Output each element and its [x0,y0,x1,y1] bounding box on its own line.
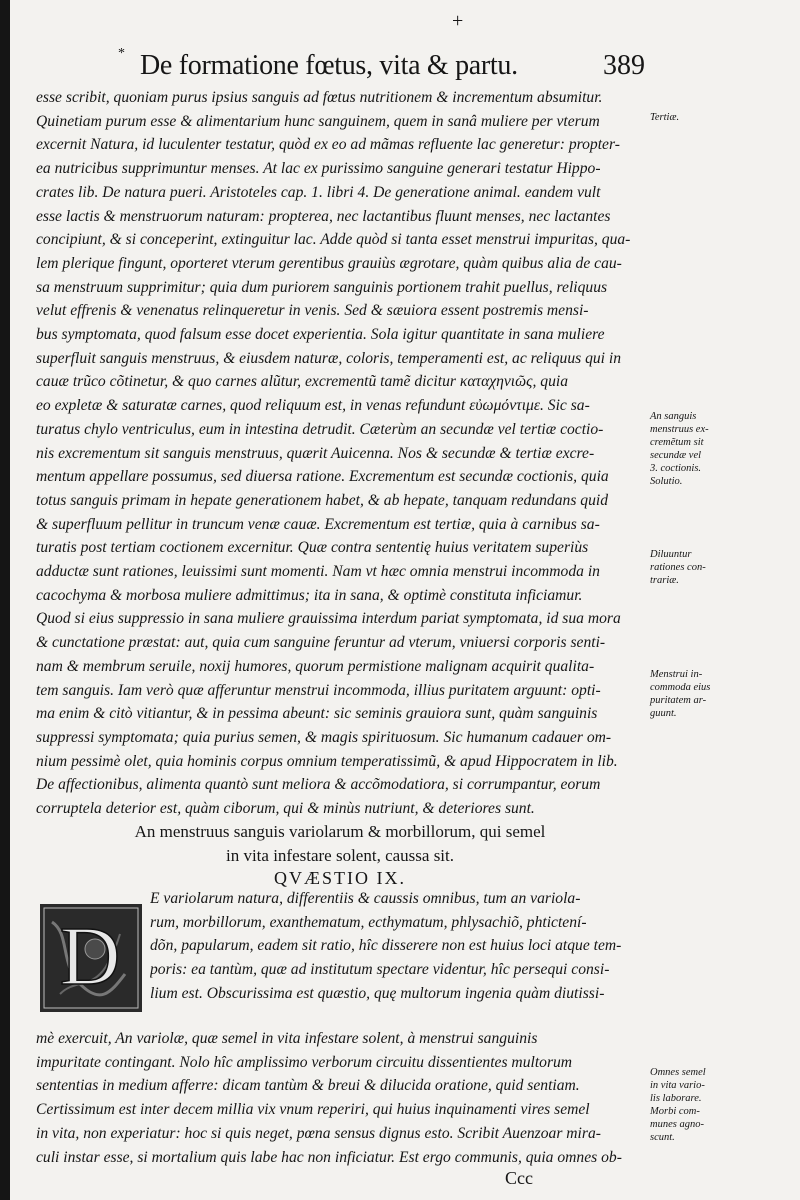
margin-line: commoda eius [650,682,711,693]
margin-line: in vita vario- [650,1080,705,1091]
margin-line: Morbi com- [650,1106,700,1117]
header-marker: * [118,46,125,61]
text-line: turatus chylo ventriculus, eum in intestina detrudit. Cæterùm an secundæ vel tertiæ coctio- [36,420,604,438]
decorated-initial [40,904,142,1012]
text-line: De affectionibus, alimenta quantò sunt meliora & accõmodatiora, si corrumpantur, eorum [36,776,601,794]
text-line: excernit Natura, id luculenter testatur, quòd ex eo ad mãmas refluente lac generetur: propter- [36,136,620,154]
margin-note-diluuntur [650,548,790,587]
margin-line: lis laborare. [650,1093,702,1104]
text-line: dõn, papularum, eadem sit ratio, hîc disserere non est huius loci atque tem- [150,937,622,955]
margin-line: scunt. [650,1132,675,1143]
text-line: sa menstruum supprimitur; quia dum puriorem sanguinis portionem trahit puellus, reliquus [36,278,608,296]
text-line: in vita, non experiatur: hoc si quis neget, pœna sensus dignus esto. Scribit Auenzoar mira- [36,1124,601,1142]
text-line: nis excrementum sit sanguis menstruus, quærit Auicenna. Nos & secundæ & tertiæ excre- [36,444,595,462]
text-line: culi instar esse, si mortalium quis labe hac non inficiatur. Est ergo communis, quia omnes ob- [36,1148,622,1166]
text-line: Quod si eius suppressio in sana muliere grauissima interdum pariat symptomata, id sua mora [36,610,621,628]
text-line: turatis post tertiam coctionem excernitur. Quæ contra sententię huius veritatem superiùs [36,539,589,557]
margin-line: guunt. [650,708,677,719]
margin-line: Menstrui in- [650,669,703,680]
page-edge-shadow [0,0,10,1200]
margin-note-menstrui [650,668,790,720]
margin-line: An sanguis [650,411,697,422]
margin-line: menstruus ex- [650,424,709,435]
margin-line: secundæ vel [650,450,702,461]
margin-note-omnes [650,1066,790,1144]
margin-note-tertia: Tertiæ. [650,112,680,123]
text-line: concipiunt, & si conceperint, extinguitur lac. Adde quòd si tanta esset menstrui impuritas, qua- [36,231,631,249]
text-line: Quinetiam purum esse & alimentarium hunc sanguinem, quem in sanâ muliere per vterum [36,112,600,130]
text-line: lem plerique fingunt, oporteret vterum gerentibus grauiùs ægrotare, quàm quibus alia de cau- [36,254,622,272]
text-line: suppressi symptomata; quia purius semen, & magis spirituosum. Sic humanum cadauer om- [36,728,612,746]
text-line: & cunctatione præstat: aut, quia cum sanguine feruntur ad vterum, vniuersi corporis senti- [36,634,606,652]
page-number: 389 [603,50,645,81]
margin-line: puritatem ar- [650,695,707,706]
text-line: nam & membrum seruile, noxij humores, quorum permistione malignam acquirit qualita- [36,657,595,675]
text-line: esse scribit, quoniam purus ipsius sanguis ad fœtus nutritionem & incrementum absumitur. [36,89,603,106]
text-line: mentum appellare possumus, sed diuersa ratione. Excrementum est secundæ coctionis, quia [36,468,609,486]
text-line: velut effrenis & venenatus relinqueretur in venis. Sed & sæuiora essent postremis mensi- [36,302,589,320]
text-line: poris: ea tantùm, quæ ad institutum spectare videntur, hîc persequi consi- [150,961,610,979]
text-line: ma enim & citò vitiantur, & in pessima abeunt: sic seminis grauiora sunt, quàm sanguinis [36,705,598,723]
text-line: sententias in medium afferre: dicam tantùm & breui & dilucida oratione, quid sentiam. [36,1077,580,1095]
signature-mark: Ccc [505,1168,533,1188]
question-text-opening [150,887,640,1006]
text-line: impuritate contingant. Nolo hîc amplissimo verborum circuitu dissentientes multorum [36,1053,573,1071]
text-line: rum, morbillorum, exanthematum, ecthymatum, phlysachiõ, phtictení- [150,913,587,931]
text-line: cacochyma & morbosa muliere admittimus; ita in sana, & optimè constituta inficiamur. [36,586,583,604]
text-line: mè exercuit, An variolæ, quæ semel in vita infestare solent, à menstrui sanguinis [36,1030,538,1047]
text-line: crates lib. De natura pueri. Aristoteles cap. 1. libri 4. De generatione animal. eandem vult [36,183,601,201]
text-line: E variolarum natura, differentiis & caussis omnibus, tum an variola- [150,890,581,907]
margin-line: Solutio. [650,476,683,487]
question-title-line-2: in vita infestare solent, caussa sit. [225,846,455,865]
margin-line: cremẽtum sit [650,437,704,448]
margin-line: 3. coctionis. [650,463,702,474]
text-line: totus sanguis primam in hepate generationem habet, & ab hepate, tanquam redundans quid [36,491,609,509]
margin-note-an-sanguis [650,410,790,488]
text-line: adductæ sunt rationes, leuissimi sunt momenti. Nam vt hæc omnia menstrui incommoda in [36,563,600,581]
text-line: tem sanguis. Iam verò quæ afferuntur menstrui incommoda, illius puritatem arguunt: opti- [36,681,601,699]
text-line: superfluit sanguis menstruus, & eiusdem naturæ, coloris, temperamenti est, ac reliquus qui in [36,349,622,367]
margin-line: trariæ. [650,575,679,586]
decorated-initial-image [40,904,142,1012]
margin-line: rationes con- [650,562,706,573]
running-title: De formatione fœtus, vita & partu. [140,50,518,81]
margin-line: Omnes semel [650,1067,706,1078]
dropcap-letter: D [59,910,121,1003]
text-line: lium est. Obscurissima est quæstio, quę multorum ingenia quàm diutissi- [150,984,605,1002]
text-line: Certissimum est inter decem millia vix vnum reperiri, qui huius inquinamenti vires semel [36,1101,590,1119]
top-ornament: + [452,10,464,32]
question-title-line-1: An menstruus sanguis variolarum & morbillorum, qui semel [134,822,546,841]
question-text-continued [36,1027,640,1169]
text-line: corruptela deterior est, quàm ciborum, qui & minùs nutriunt, & deteriores sunt. [36,800,535,818]
text-line: esse lactis & menstruorum naturam: propterea, nec lactantibus fluunt menses, nec lactantes [36,207,611,225]
text-line: ea nutricibus supprimuntur menses. At lac ex purissimo sanguine generari testatur Hippo- [36,160,601,178]
text-line: cauæ trũco cõtinetur, & quo carnes alũtur, excrementũ tamẽ dicitur καταχηνιῶς, quia [36,373,568,391]
margin-line: Diluuntur [650,549,692,560]
text-line: nium pessimè olet, quia hominis corpus omnium temperatissimũ, & apud Hippocratem in lib. [36,752,618,770]
margin-line: munes agno- [650,1119,704,1130]
text-line: bus symptomata, quod falsum esse docet experientia. Sola igitur quantitate in sana muliere [36,326,605,344]
main-text-block [36,86,636,821]
question-number: QVÆSTIO IX. [274,868,406,888]
text-line: & superfluum pellitur in truncum venæ cauæ. Excrementum est tertiæ, quia à carnibus sa- [36,515,600,533]
text-line: eo expletæ & saturatæ carnes, quod reliquum est, in venas refundunt εὐωμόντιμε. Sic sa- [36,397,590,415]
